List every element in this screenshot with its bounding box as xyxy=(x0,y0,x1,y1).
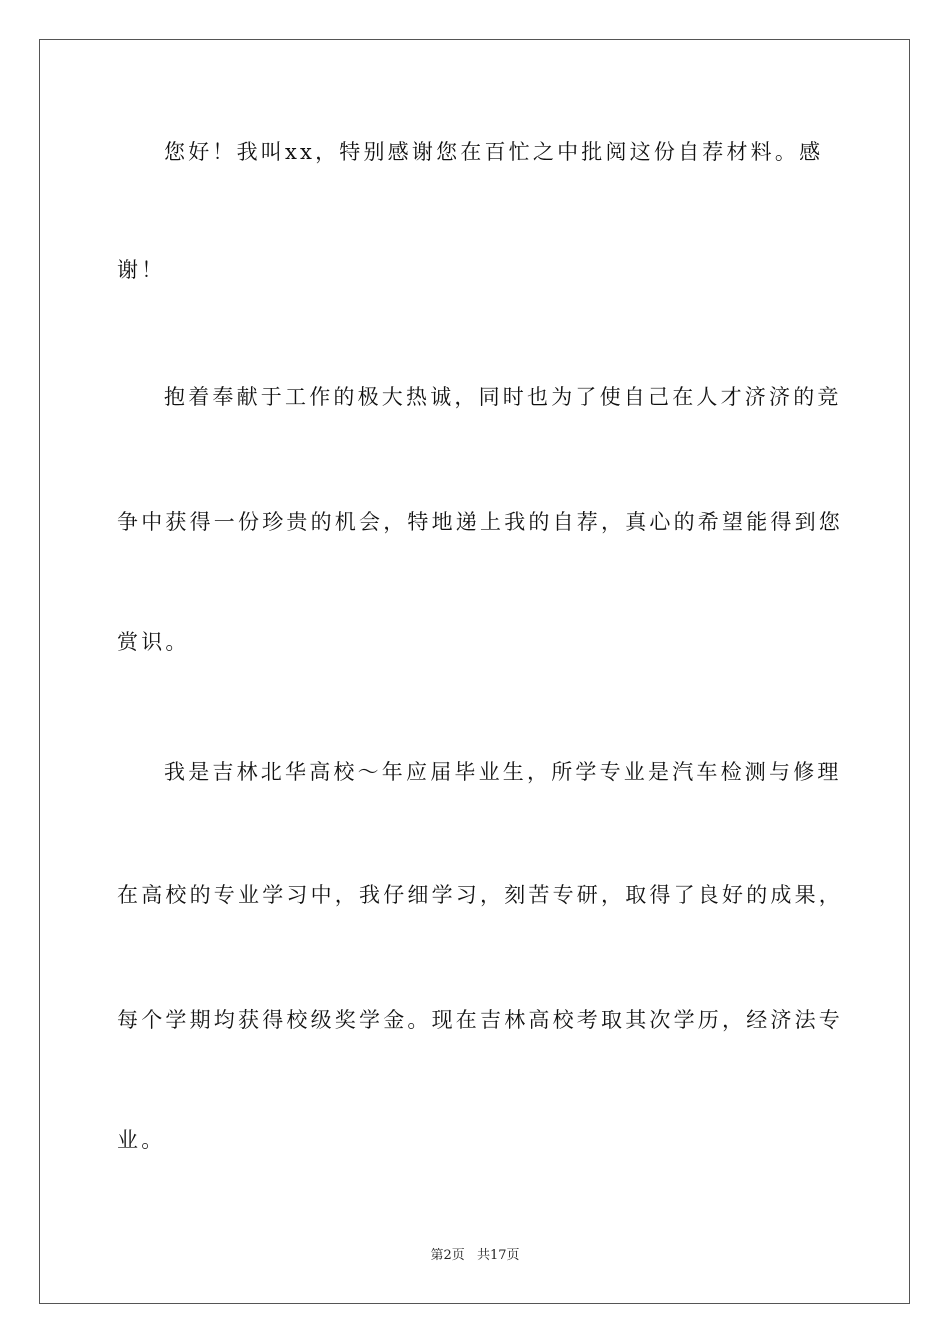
paragraph-line: 您好！我叫xx，特别感谢您在百忙之中批阅这份自荐材料。感 xyxy=(164,140,824,164)
paragraph-line: 每个学期均获得校级奖学金。现在吉林高校考取其次学历，经济法专 xyxy=(117,1008,843,1032)
page-number: 第2页 xyxy=(430,1248,465,1263)
paragraph-line: 在高校的专业学习中，我仔细学习，刻苦专研，取得了良好的成果， xyxy=(117,883,843,907)
total-pages: 共17页 xyxy=(476,1248,520,1263)
page-footer xyxy=(0,1247,950,1265)
paragraph-line: 争中获得一份珍贵的机会，特地递上我的自荐，真心的希望能得到您 xyxy=(117,510,843,534)
page-frame xyxy=(39,39,910,1304)
paragraph-line: 业。 xyxy=(117,1128,166,1152)
paragraph-line: 我是吉林北华高校～年应届毕业生，所学专业是汽车检测与修理 xyxy=(164,760,842,784)
paragraph-line: 抱着奉献于工作的极大热诚，同时也为了使自己在人才济济的竞 xyxy=(164,385,842,409)
paragraph-line: 赏识。 xyxy=(117,630,190,654)
paragraph-line: 谢！ xyxy=(117,258,166,282)
